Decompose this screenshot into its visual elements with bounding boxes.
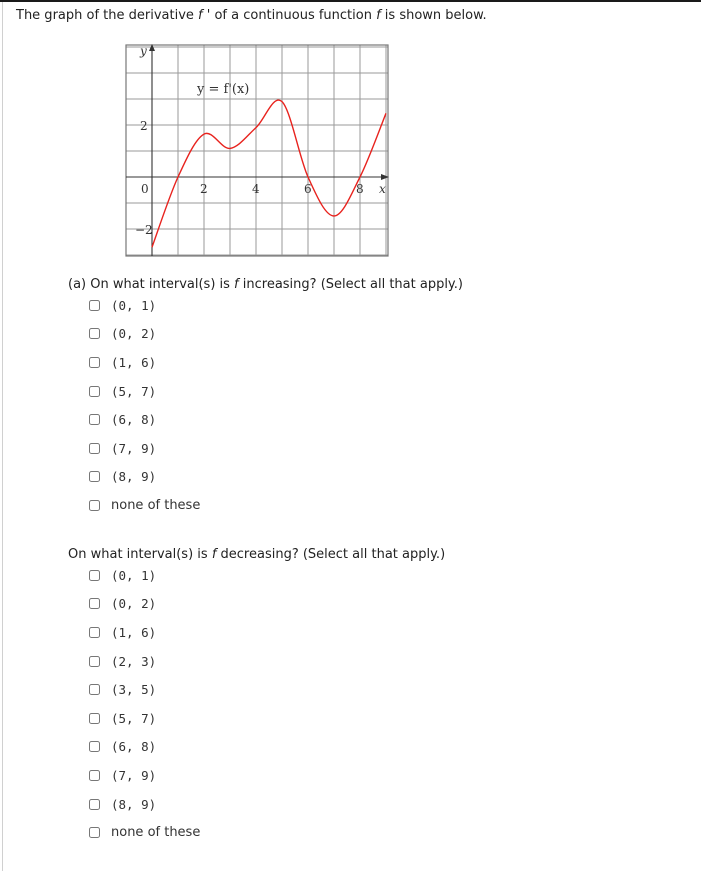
option-question-b-3[interactable] xyxy=(89,647,200,676)
option-question-b-0[interactable] xyxy=(89,561,200,590)
option-question-b-7[interactable] xyxy=(89,761,200,790)
option-question-a-6[interactable] xyxy=(89,463,200,492)
option-question-a-5[interactable] xyxy=(89,434,200,463)
option-question-b-9[interactable] xyxy=(89,818,200,847)
checkbox[interactable] xyxy=(89,414,100,425)
checkbox[interactable] xyxy=(89,598,100,609)
checkbox[interactable] xyxy=(89,357,100,368)
checkbox[interactable] xyxy=(89,656,100,667)
option-question-a-7[interactable] xyxy=(89,491,200,520)
option-question-b-1[interactable] xyxy=(89,590,200,619)
option-label: (2, 3) xyxy=(111,653,157,669)
svg-text:y: y xyxy=(140,44,147,58)
option-question-b-8[interactable] xyxy=(89,790,200,819)
top-border xyxy=(0,0,701,2)
option-question-b-6[interactable] xyxy=(89,733,200,762)
option-label: (0, 2) xyxy=(111,326,157,342)
checkbox[interactable] xyxy=(89,713,100,724)
option-label: (1, 6) xyxy=(111,624,157,640)
option-label: (1, 6) xyxy=(111,354,157,370)
option-question-b-4[interactable] xyxy=(89,675,200,704)
svg-text:−2: −2 xyxy=(135,223,153,237)
checkbox[interactable] xyxy=(89,500,100,511)
checkbox[interactable] xyxy=(89,627,100,638)
option-label: (0, 1) xyxy=(111,567,157,583)
checkbox[interactable] xyxy=(89,770,100,781)
option-label: (3, 5) xyxy=(111,682,157,698)
option-label: (8, 9) xyxy=(111,796,157,812)
svg-text:x: x xyxy=(379,182,386,196)
left-border xyxy=(2,2,3,871)
svg-text:0: 0 xyxy=(141,182,149,196)
question-b-prompt: On what interval(s) is f decreasing? (Select all that apply.) xyxy=(68,547,446,562)
option-label: (8, 9) xyxy=(111,469,157,485)
option-question-b-2[interactable] xyxy=(89,618,200,647)
checkbox[interactable] xyxy=(89,827,100,838)
svg-text:2: 2 xyxy=(200,182,208,196)
svg-text:6: 6 xyxy=(304,182,312,196)
checkbox[interactable] xyxy=(89,570,100,581)
option-label: (0, 1) xyxy=(111,297,157,313)
option-question-b-5[interactable] xyxy=(89,704,200,733)
option-label: (7, 9) xyxy=(111,767,157,783)
checkbox[interactable] xyxy=(89,300,100,311)
checkbox[interactable] xyxy=(89,443,100,454)
option-question-a-0[interactable] xyxy=(89,291,200,320)
svg-text:y = f'(x): y = f'(x) xyxy=(197,82,250,97)
option-label: none of these xyxy=(111,497,201,513)
checkbox[interactable] xyxy=(89,799,100,810)
option-question-a-3[interactable] xyxy=(89,377,200,406)
option-label: (5, 7) xyxy=(111,710,157,726)
option-label: (6, 8) xyxy=(111,412,157,428)
checkbox[interactable] xyxy=(89,328,100,339)
option-label: (7, 9) xyxy=(111,440,157,456)
question-a-options xyxy=(89,291,200,520)
question-b-options xyxy=(89,561,200,847)
checkbox[interactable] xyxy=(89,386,100,397)
option-label: (5, 7) xyxy=(111,383,157,399)
option-question-a-4[interactable] xyxy=(89,405,200,434)
intro-text: The graph of the derivative f ' of a continuous function f is shown below. xyxy=(16,8,487,23)
option-label: (6, 8) xyxy=(111,739,157,755)
option-question-a-1[interactable] xyxy=(89,320,200,349)
svg-text:8: 8 xyxy=(356,182,364,196)
checkbox[interactable] xyxy=(89,741,100,752)
checkbox[interactable] xyxy=(89,684,100,695)
option-question-a-2[interactable] xyxy=(89,348,200,377)
checkbox[interactable] xyxy=(89,471,100,482)
question-a-prompt: (a) On what interval(s) is f increasing? (Select all that apply.) xyxy=(68,277,463,292)
svg-text:2: 2 xyxy=(140,119,148,133)
derivative-graph xyxy=(120,40,400,262)
svg-text:4: 4 xyxy=(252,182,260,196)
option-label: none of these xyxy=(111,825,201,841)
option-label: (0, 2) xyxy=(111,596,157,612)
